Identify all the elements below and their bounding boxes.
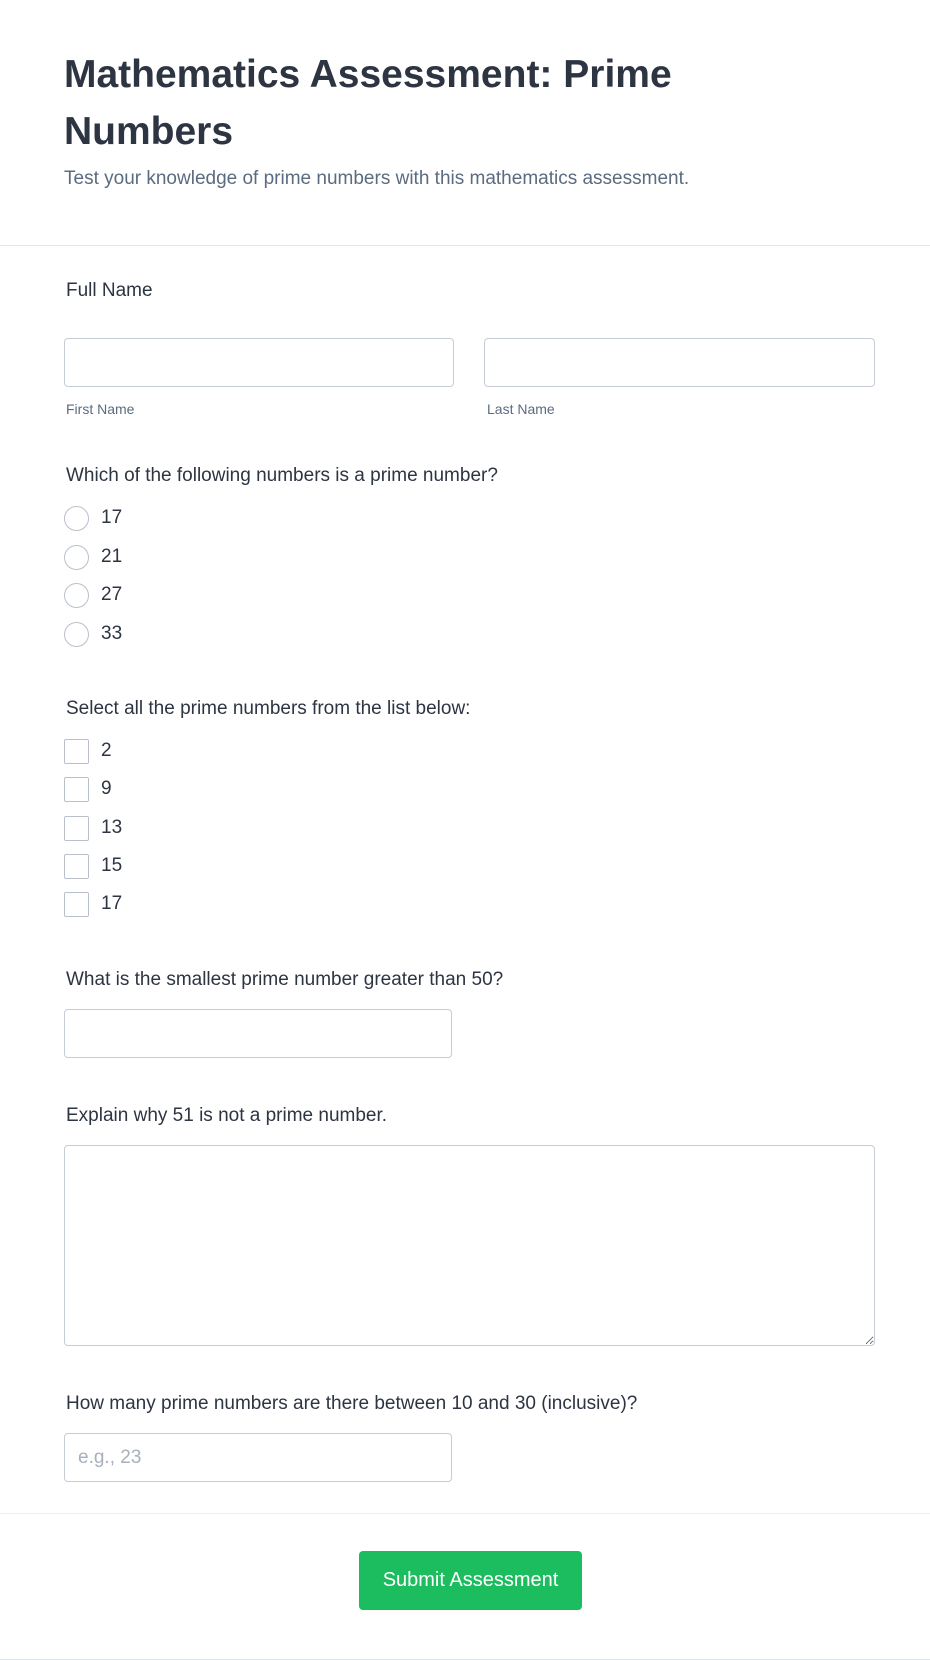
radio-option[interactable] (64, 505, 122, 531)
checkbox-option-label: 2 (101, 740, 112, 761)
radio-option[interactable] (64, 582, 122, 608)
radio-option[interactable] (64, 621, 122, 647)
first-name-sublabel: First Name (66, 401, 135, 417)
prime-select-question: Select all the prime numbers from the list below: (66, 698, 471, 719)
checkbox-option[interactable] (64, 776, 112, 802)
checkbox[interactable] (64, 777, 89, 802)
checkbox-option-label: 15 (101, 855, 123, 876)
checkbox[interactable] (64, 854, 89, 879)
radio-option[interactable] (64, 544, 122, 570)
radio-option-label: 33 (101, 623, 123, 644)
page-subtitle: Test your knowledge of prime numbers with this mathematics assessment. (64, 168, 690, 189)
checkbox-option[interactable] (64, 891, 122, 917)
checkbox-option[interactable] (64, 738, 112, 764)
radio-option-label: 17 (101, 507, 123, 528)
checkbox-option-label: 13 (101, 817, 123, 838)
checkbox[interactable] (64, 816, 89, 841)
explain-question: Explain why 51 is not a prime number. (66, 1105, 388, 1126)
smallest-prime-input[interactable] (64, 1009, 452, 1058)
prime-choice-question: Which of the following numbers is a prime number? (66, 465, 498, 486)
checkbox-option-label: 9 (101, 778, 112, 799)
checkbox[interactable] (64, 739, 89, 764)
radio-button[interactable] (64, 622, 89, 647)
radio-option-label: 27 (101, 584, 123, 605)
checkbox-option-label: 17 (101, 893, 123, 914)
checkbox[interactable] (64, 892, 89, 917)
submit-assessment-button[interactable]: Submit Assessment (359, 1551, 582, 1610)
page-title: Mathematics Assessment: Prime Numbers (64, 53, 672, 153)
first-name-input[interactable] (64, 338, 454, 387)
form-footer (0, 1513, 930, 1660)
full-name-label: Full Name (66, 280, 153, 301)
radio-button[interactable] (64, 583, 89, 608)
smallest-prime-question: What is the smallest prime number greater than 50? (66, 969, 504, 990)
prime-count-question: How many prime numbers are there between 10 and 30 (inclusive)? (66, 1393, 638, 1414)
explain-textarea[interactable] (64, 1145, 875, 1346)
checkbox-option[interactable] (64, 815, 122, 841)
checkbox-option[interactable] (64, 853, 122, 879)
radio-button[interactable] (64, 506, 89, 531)
radio-button[interactable] (64, 545, 89, 570)
prime-count-input[interactable] (64, 1433, 452, 1482)
radio-option-label: 21 (101, 546, 123, 567)
last-name-sublabel: Last Name (487, 401, 555, 417)
last-name-input[interactable] (484, 338, 875, 387)
